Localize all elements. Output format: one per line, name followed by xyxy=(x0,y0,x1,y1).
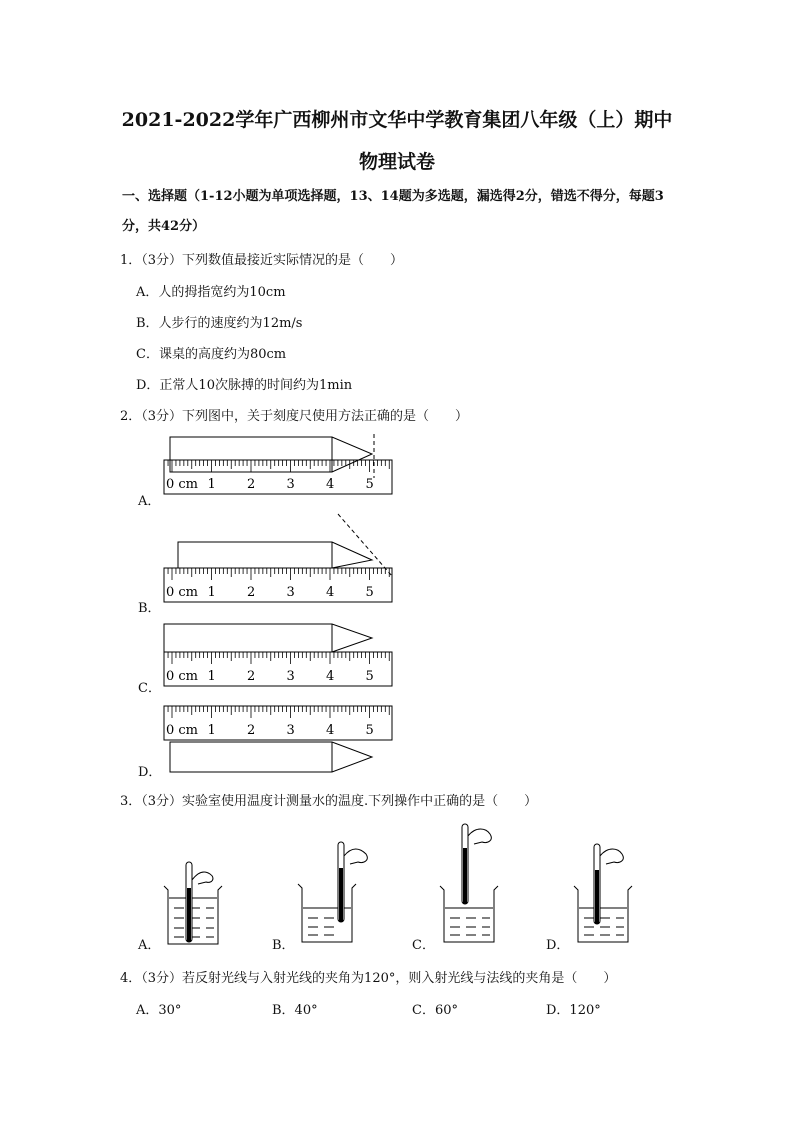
q2-label-b: B． xyxy=(138,601,161,616)
ruler-label: 2 xyxy=(247,477,256,492)
q1-option-b: B．人步行的速度约为12m/s xyxy=(136,316,303,331)
ruler-figure-a xyxy=(160,432,400,504)
ruler-label: 5 xyxy=(365,723,374,738)
thermometer-figure-d xyxy=(570,840,650,948)
q3-label-a: A． xyxy=(138,938,161,953)
question-1-stem: 1．（3分）下列数值最接近实际情况的是（ ） xyxy=(120,253,404,268)
q4-option-a: A．30° xyxy=(136,1003,182,1018)
ruler-figure-d xyxy=(160,702,400,778)
q4-option-b: B．40° xyxy=(272,1003,318,1018)
ruler-label: 4 xyxy=(326,585,335,600)
ruler-label: 3 xyxy=(286,669,295,684)
ruler-label: 2 xyxy=(247,723,256,738)
ruler-figure-c xyxy=(160,620,400,692)
ruler-label: 4 xyxy=(326,723,335,738)
ruler-label: 1 xyxy=(207,585,216,600)
ruler-label: 4 xyxy=(326,477,335,492)
q2-label-a: A． xyxy=(138,494,161,509)
q2-label-d: D． xyxy=(138,765,162,780)
thermometer-figure-c xyxy=(436,822,516,948)
ruler-label: 3 xyxy=(286,585,295,600)
q4-option-d: D．120° xyxy=(546,1003,601,1018)
ruler-label: 3 xyxy=(286,723,295,738)
ruler-label: 1 xyxy=(207,477,216,492)
ruler-label: 1 xyxy=(207,723,216,738)
q1-option-a: A．人的拇指宽约为10cm xyxy=(136,285,286,300)
ruler-figure-b xyxy=(160,512,400,608)
ruler-label: 0 cm xyxy=(166,585,199,600)
thermometer-figure-b xyxy=(294,838,374,948)
ruler-label: 0 cm xyxy=(166,477,199,492)
q2-label-c: C． xyxy=(138,681,161,696)
ruler-label: 2 xyxy=(247,585,256,600)
ruler-label: 2 xyxy=(247,669,256,684)
section-heading: 一、选择题（1-12小题为单项选择题，13、14题为多选题，漏选得2分，错选不得分，每题3分，共42分） xyxy=(122,189,664,234)
exam-title: 2021-2022学年广西柳州市文华中学教育集团八年级（上）期中 xyxy=(121,109,673,131)
ruler-label: 3 xyxy=(286,477,295,492)
question-3-stem: 3．（3分）实验室使用温度计测量水的温度.下列操作中正确的是（ ） xyxy=(120,794,538,809)
ruler-label: 4 xyxy=(326,669,335,684)
question-2-stem: 2．（3分）下列图中，关于刻度尺使用方法正确的是（ ） xyxy=(120,409,469,424)
q3-label-c: C． xyxy=(412,938,435,953)
ruler-label: 0 cm xyxy=(166,669,199,684)
q4-option-c: C．60° xyxy=(412,1003,458,1018)
q3-label-d: D． xyxy=(546,938,570,953)
ruler-label: 0 cm xyxy=(166,723,199,738)
ruler-label: 5 xyxy=(365,477,374,492)
exam-subtitle: 物理试卷 xyxy=(358,151,435,173)
question-4-stem: 4．（3分）若反射光线与入射光线的夹角为120°，则入射光线与法线的夹角是（ ） xyxy=(120,971,617,986)
q3-label-b: B． xyxy=(272,938,295,953)
ruler-label: 1 xyxy=(207,669,216,684)
ruler-label: 5 xyxy=(365,669,374,684)
ruler-label: 5 xyxy=(365,585,374,600)
q1-option-d: D．正常人10次脉搏的时间约为1min xyxy=(136,378,353,393)
thermometer-figure-a xyxy=(160,858,230,950)
q1-option-c: C．课桌的高度约为80cm xyxy=(136,347,287,362)
